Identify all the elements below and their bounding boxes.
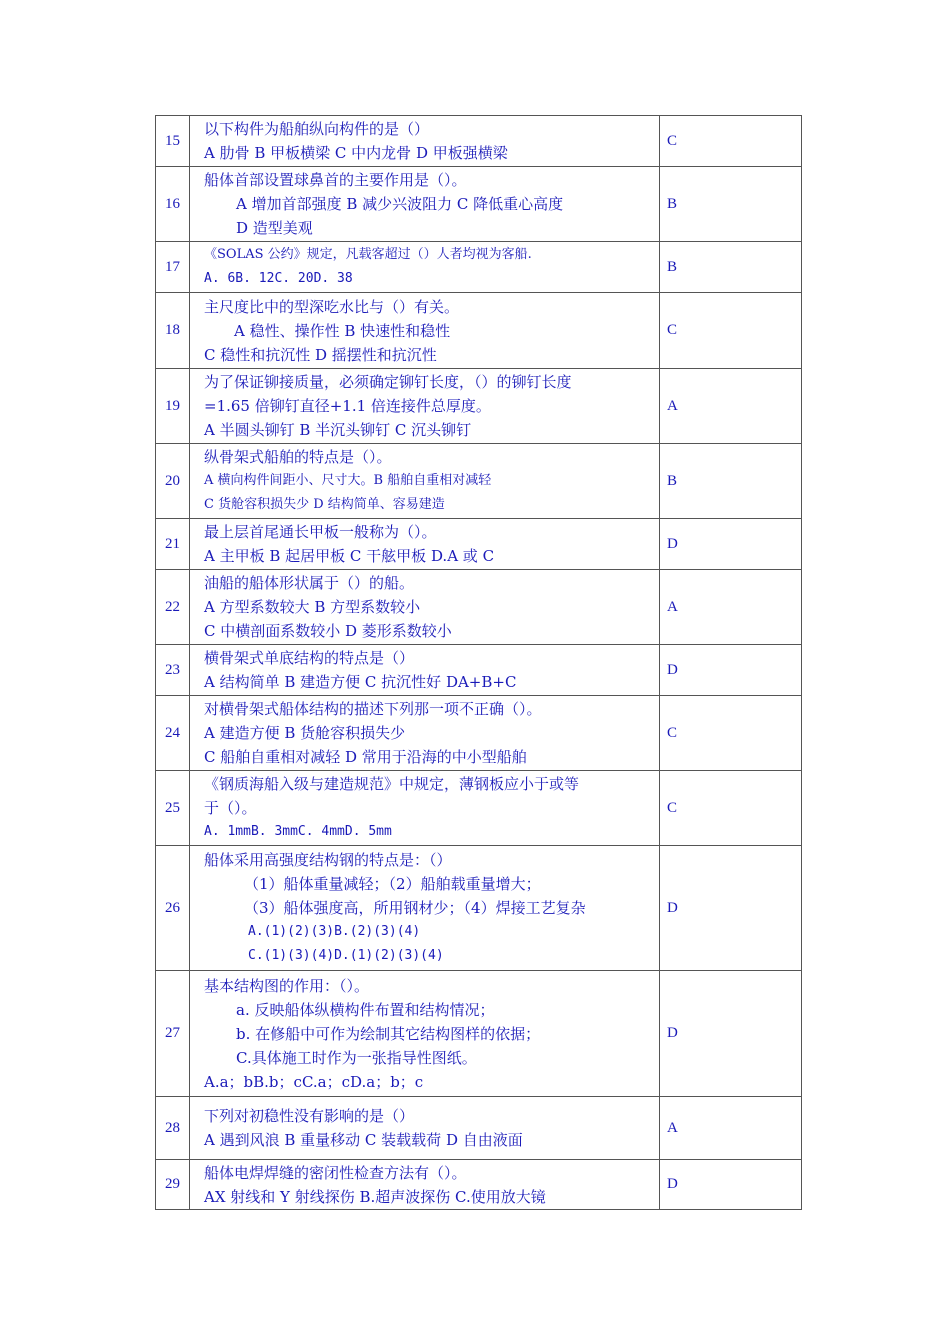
question-number: 29 xyxy=(156,1160,190,1210)
question-line: C 船舶自重相对减轻 D 常用于沿海的中小型船舶 xyxy=(204,748,527,766)
question-number: 23 xyxy=(156,645,190,696)
answer-cell: C xyxy=(660,116,802,167)
question-line: 《SOLAS 公约》规定，凡载客超过（）人者均视为客船. xyxy=(204,247,532,262)
answer-cell: B xyxy=(660,167,802,242)
question-line: A 肋骨 B 甲板横梁 C 中内龙骨 D 甲板强横梁 xyxy=(204,144,508,162)
question-line: A. 6B. 12C. 20D. 38 xyxy=(204,271,353,286)
question-number: 22 xyxy=(156,570,190,645)
answer-cell: C xyxy=(660,696,802,771)
question-number: 26 xyxy=(156,846,190,971)
question-number: 16 xyxy=(156,167,190,242)
question-text xyxy=(190,696,660,771)
question-line: （3）船体强度高，所用钢材少；（4）焊接工艺复杂 xyxy=(244,899,586,917)
table-row xyxy=(156,519,802,570)
question-line: 主尺度比中的型深吃水比与（）有关。 xyxy=(204,297,460,316)
question-line: （1）船体重量减轻；（2）船舶载重量增大； xyxy=(244,875,541,893)
table-row xyxy=(156,242,802,293)
question-line: A 横向构件间距小、尺寸大。B 船舶自重相对减轻 xyxy=(204,473,492,488)
question-text xyxy=(190,242,660,293)
table-row xyxy=(156,645,802,696)
answer-cell: A xyxy=(660,369,802,444)
question-line: C 货舱容积损失少 D 结构简单、容易建造 xyxy=(204,497,445,512)
question-text xyxy=(190,645,660,696)
question-text xyxy=(190,971,660,1097)
answer-cell: B xyxy=(660,444,802,519)
question-line: =1.65 倍铆钉直径+1.1 倍连接件总厚度。 xyxy=(204,397,491,415)
table-row xyxy=(156,293,802,369)
answer-cell: A xyxy=(660,570,802,645)
question-line: 横骨架式单底结构的特点是（） xyxy=(204,649,415,667)
question-number: 18 xyxy=(156,293,190,369)
table-row xyxy=(156,1097,802,1160)
question-line: A 建造方便 B 货舱容积损失少 xyxy=(204,724,406,742)
question-text xyxy=(190,167,660,242)
question-line: 为了保证铆接质量，必须确定铆钉长度，（）的铆钉长度 xyxy=(204,373,572,391)
question-line: a. 反映船体纵横构件布置和结构情况； xyxy=(236,1000,495,1019)
question-number: 25 xyxy=(156,771,190,846)
question-text xyxy=(190,1097,660,1160)
question-line: C 中横剖面系数较小 D 菱形系数较小 xyxy=(204,622,452,640)
answer-cell: D xyxy=(660,846,802,971)
question-line: 最上层首尾通长甲板一般称为（）。 xyxy=(204,523,437,541)
answer-cell: D xyxy=(660,519,802,570)
table-row xyxy=(156,570,802,645)
question-text xyxy=(190,444,660,519)
question-text xyxy=(190,1160,660,1210)
question-line: A 遇到风浪 B 重量移动 C 装载载荷 D 自由液面 xyxy=(204,1131,523,1149)
question-line: 基本结构图的作用：（）。 xyxy=(204,976,370,995)
question-number: 17 xyxy=(156,242,190,293)
question-text xyxy=(190,519,660,570)
table-row xyxy=(156,971,802,1097)
table-row xyxy=(156,167,802,242)
question-number: 24 xyxy=(156,696,190,771)
question-line: 于（）。 xyxy=(204,799,257,817)
question-line: A 稳性、操作性 B 快速性和稳性 xyxy=(234,321,451,340)
question-line: C.(1)(3)(4)D.(1)(2)(3)(4) xyxy=(248,948,444,963)
question-line: 纵骨架式船舶的特点是（）。 xyxy=(204,448,392,466)
question-number: 15 xyxy=(156,116,190,167)
question-line: 《钢质海船入级与建造规范》中规定，薄钢板应小于或等 xyxy=(204,775,580,793)
question-text xyxy=(190,293,660,369)
question-line: A 结构简单 B 建造方便 C 抗沉性好 DA+B+C xyxy=(204,673,517,691)
answer-cell: D xyxy=(660,971,802,1097)
table-row xyxy=(156,846,802,971)
question-number: 21 xyxy=(156,519,190,570)
question-number: 19 xyxy=(156,369,190,444)
question-line: A 增加首部强度 B 减少兴波阻力 C 降低重心高度 xyxy=(236,195,564,213)
question-line: 船体采用高强度结构钢的特点是：（） xyxy=(204,851,452,869)
answer-cell: B xyxy=(660,242,802,293)
question-number: 27 xyxy=(156,971,190,1097)
question-line: A 半圆头铆钉 B 半沉头铆钉 C 沉头铆钉 xyxy=(204,421,472,439)
question-line: AX 射线和 Y 射线探伤 B.超声波探伤 C.使用放大镜 xyxy=(204,1187,546,1206)
question-number: 28 xyxy=(156,1097,190,1160)
question-line: D 造型美观 xyxy=(236,219,313,237)
question-text xyxy=(190,570,660,645)
table-row xyxy=(156,1160,802,1210)
question-number: 20 xyxy=(156,444,190,519)
question-line: C.具体施工时作为一张指导性图纸。 xyxy=(236,1048,477,1067)
question-text xyxy=(190,116,660,167)
table-row xyxy=(156,116,802,167)
question-line: 对横骨架式船体结构的描述下列那一项不正确（）。 xyxy=(204,700,542,718)
question-line: A.(1)(2)(3)B.(2)(3)(4) xyxy=(248,924,421,939)
question-text xyxy=(190,771,660,846)
table-row xyxy=(156,369,802,444)
answer-cell: C xyxy=(660,293,802,369)
question-table xyxy=(155,115,802,1210)
answer-cell: C xyxy=(660,771,802,846)
question-line: A 主甲板 B 起居甲板 C 干舷甲板 D.A 或 C xyxy=(204,547,495,565)
question-text xyxy=(190,846,660,971)
table-row xyxy=(156,696,802,771)
question-line: C 稳性和抗沉性 D 摇摆性和抗沉性 xyxy=(204,345,437,364)
question-text xyxy=(190,369,660,444)
question-line: A 方型系数较大 B 方型系数较小 xyxy=(204,598,421,616)
question-line: 船体电焊焊缝的密闭性检查方法有（）。 xyxy=(204,1163,467,1182)
question-line: A. 1mmB. 3mmC. 4mmD. 5mm xyxy=(204,824,392,839)
question-line: 船体首部设置球鼻首的主要作用是（）。 xyxy=(204,171,467,189)
question-line: 以下构件为船舶纵向构件的是（） xyxy=(204,120,430,138)
table-row xyxy=(156,771,802,846)
question-line: A.a；bB.b；cC.a；cD.a；b；c xyxy=(204,1072,424,1091)
question-line: 下列对初稳性没有影响的是（） xyxy=(204,1107,415,1125)
question-line: b. 在修船中可作为绘制其它结构图样的依据； xyxy=(236,1024,541,1043)
table-row xyxy=(156,444,802,519)
answer-cell: A xyxy=(660,1097,802,1160)
answer-cell: D xyxy=(660,645,802,696)
answer-cell: D xyxy=(660,1160,802,1210)
question-line: 油船的船体形状属于（）的船。 xyxy=(204,574,415,592)
